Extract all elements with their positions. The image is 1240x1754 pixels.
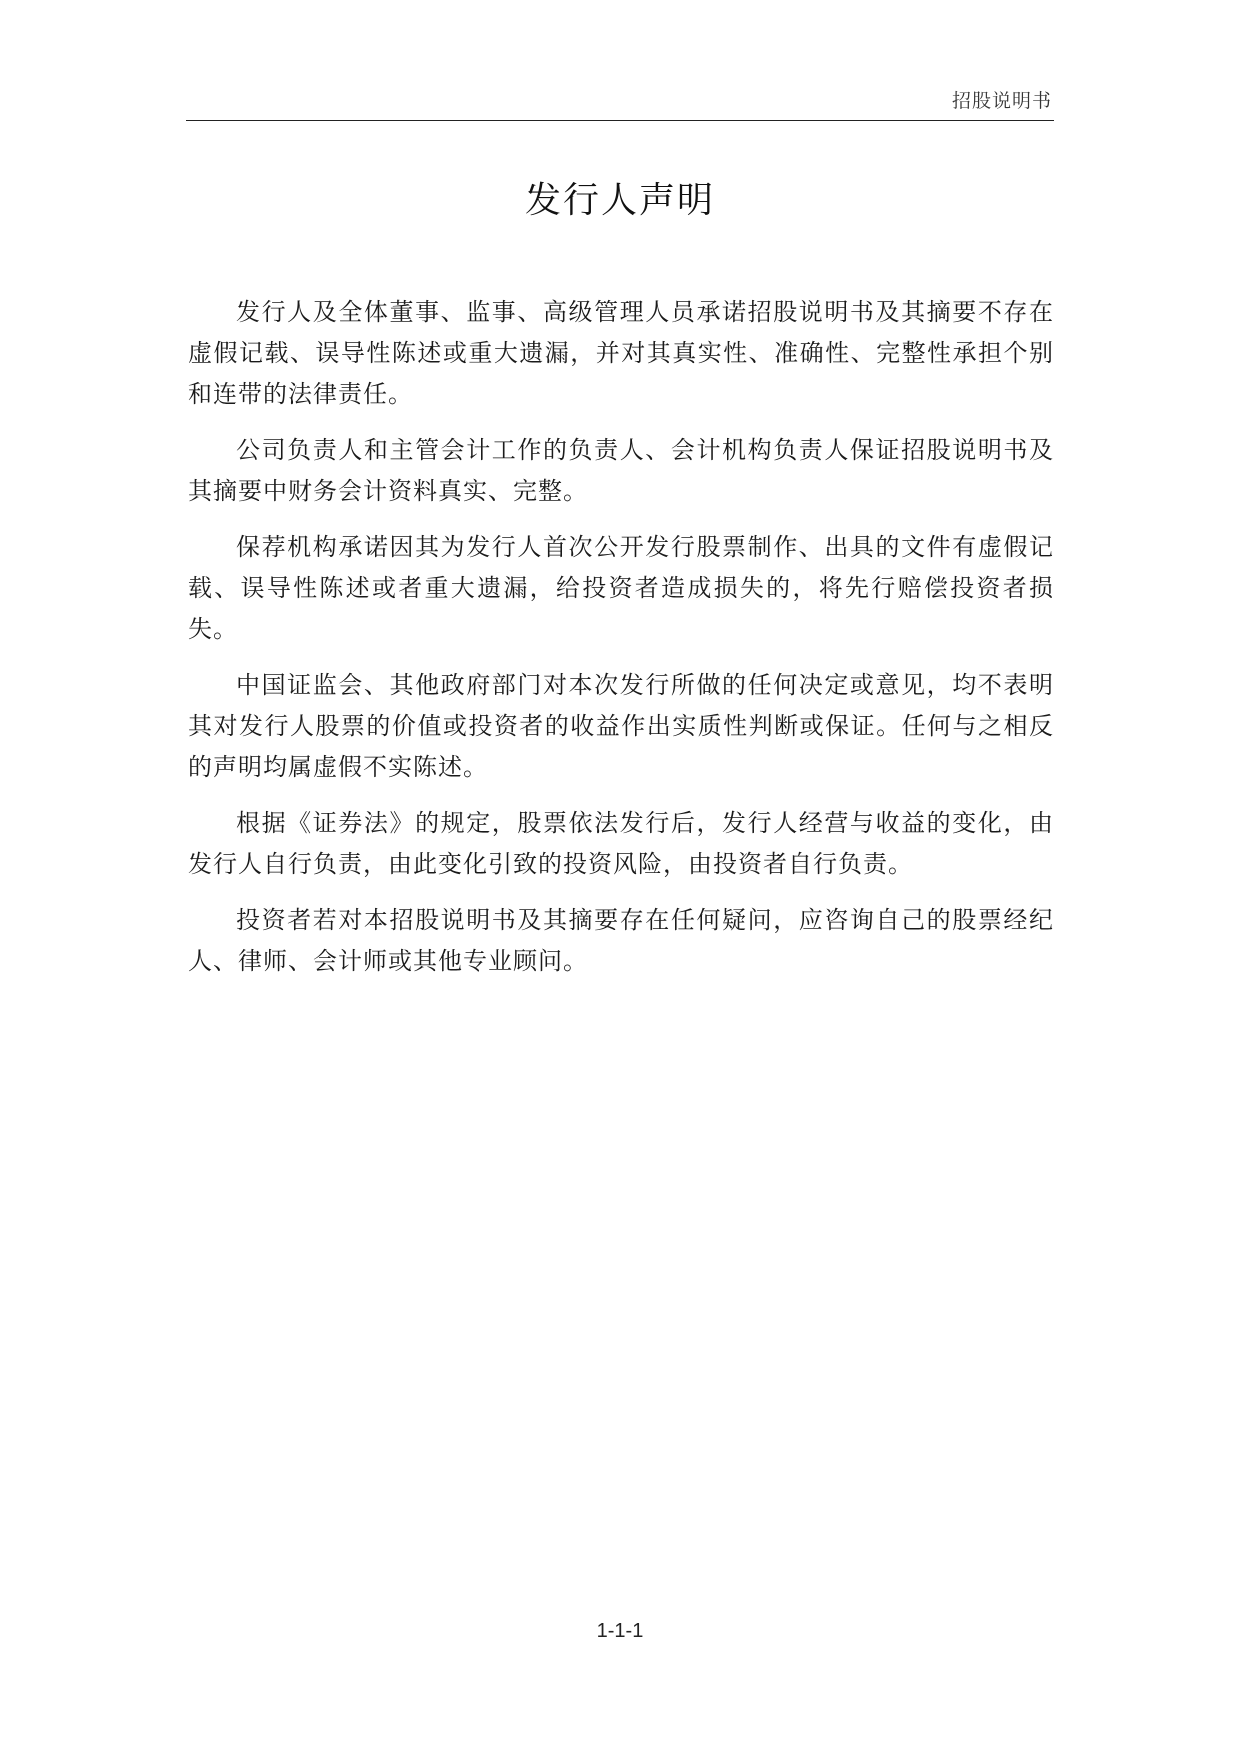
paragraph: 保荐机构承诺因其为发行人首次公开发行股票制作、出具的文件有虚假记载、误导性陈述或者重大遗漏，给投资者造成损失的，将先行赔偿投资者损失。 bbox=[188, 533, 1054, 643]
page-number: 1-1-1 bbox=[596, 1620, 644, 1642]
header-title: 招股说明书 bbox=[951, 90, 1052, 112]
paragraph: 公司负责人和主管会计工作的负责人、会计机构负责人保证招股说明书及其摘要中财务会计资料真实、完整。 bbox=[188, 436, 1054, 505]
paragraph: 发行人及全体董事、监事、高级管理人员承诺招股说明书及其摘要不存在虚假记载、误导性陈述或重大遗漏，并对其真实性、准确性、完整性承担个别和连带的法律责任。 bbox=[188, 298, 1054, 408]
paragraph: 根据《证券法》的规定，股票依法发行后，发行人经营与收益的变化，由发行人自行负责，由此变化引致的投资风险，由投资者自行负责。 bbox=[188, 809, 1054, 878]
paragraph: 投资者若对本招股说明书及其摘要存在任何疑问，应咨询自己的股票经纪人、律师、会计师或其他专业顾问。 bbox=[188, 906, 1054, 975]
document-body bbox=[188, 292, 1054, 997]
page-header bbox=[186, 86, 1054, 121]
page-title: 发行人声明 bbox=[524, 180, 715, 221]
paragraph: 中国证监会、其他政府部门对本次发行所做的任何决定或意见，均不表明其对发行人股票的价值或投资者的收益作出实质性判断或保证。任何与之相反的声明均属虚假不实陈述。 bbox=[188, 671, 1054, 781]
